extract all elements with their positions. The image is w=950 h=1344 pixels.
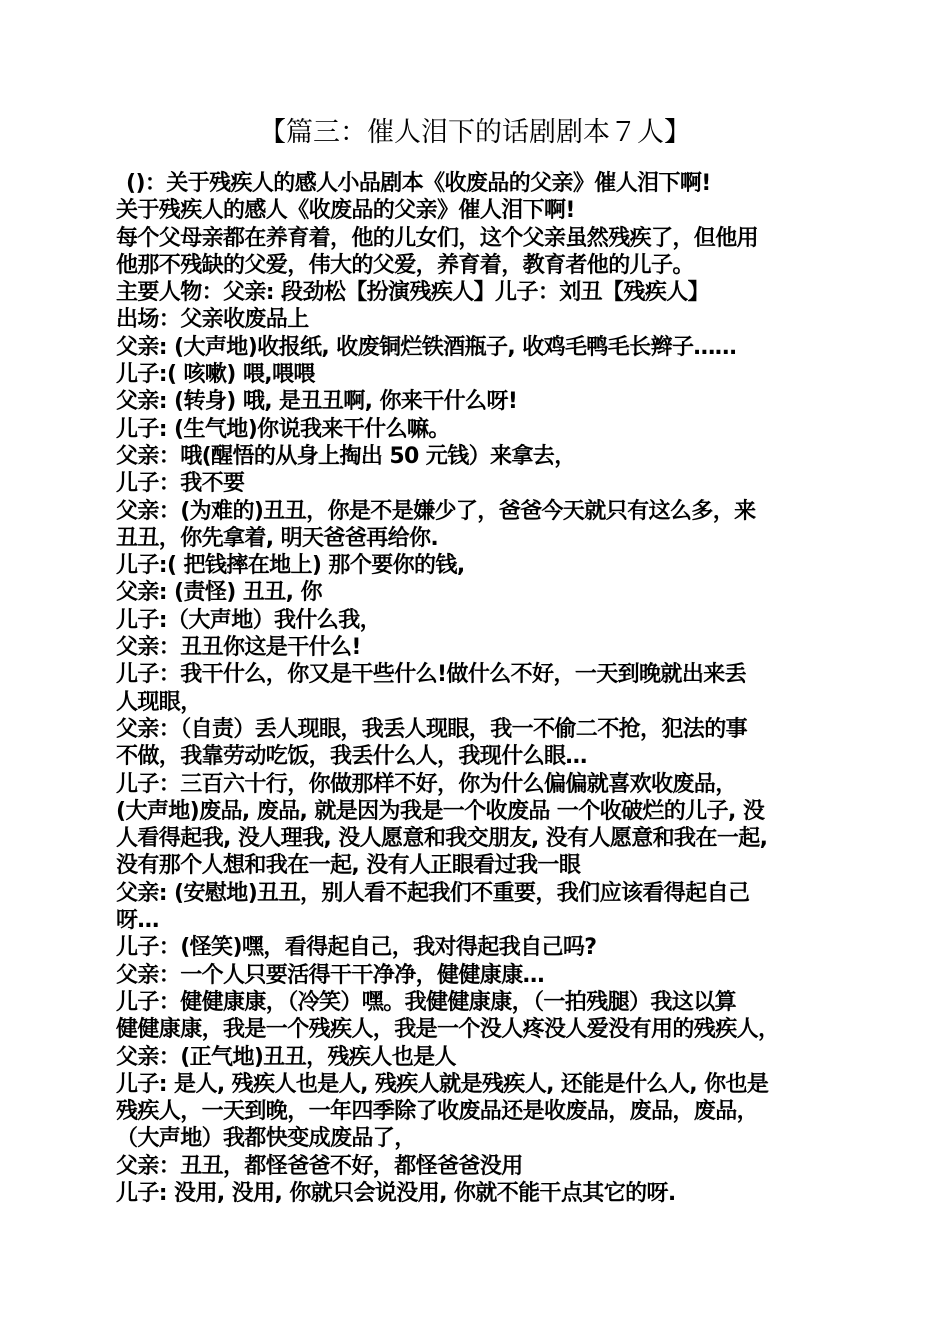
script-line: 父亲：(为难的)丑丑，你是不是嫌少了，爸爸今天就只有这么多，来: [116, 498, 756, 524]
script-line: 父亲: (安慰地)丑丑，别人看不起我们不重要，我们应该看得起自己: [116, 880, 750, 906]
script-line: 人现眼，: [116, 689, 202, 715]
script-line: 父亲：一个人只要活得干干净净，健健康康…: [116, 962, 545, 988]
script-line: 关于残疾人的感人《收废品的父亲》催人泪下啊!: [116, 198, 575, 224]
script-line: 呀…: [116, 908, 159, 934]
script-line: 父亲：（自责）丢人现眼，我丢人现眼，我一不偷二不抢，犯法的事: [116, 716, 748, 742]
script-line: 儿子:( 把钱摔在地上) 那个要你的钱,: [116, 553, 465, 579]
page-title: 【篇三：催人泪下的话剧剧本７人】: [259, 117, 691, 148]
script-line: 父亲：丑丑你这是干什么!: [116, 635, 361, 661]
script-line: 丑丑，你先拿着, 明天爸爸再给你.: [116, 525, 439, 551]
script-line: 没有那个人想和我在一起, 没有人正眼看过我一眼: [116, 853, 581, 879]
script-line: ()：关于残疾人的感人小品剧本《收废品的父亲》催人泪下啊!: [126, 171, 711, 196]
script-line: 出场：父亲收废品上: [116, 307, 309, 333]
script-line: 儿子:( 咳嗽) 喂,喂喂: [116, 362, 315, 388]
script-line: 人看得起我, 没人理我, 没人愿意和我交朋友, 没有人愿意和我在一起,: [116, 826, 768, 852]
script-line: 儿子：三百六十行，你做那样不好，你为什么偏偏就喜欢收废品，: [116, 771, 737, 797]
script-line: 残疾人，一天到晚，一年四季除了收废品还是收废品，废品，废品，: [116, 1099, 759, 1125]
script-line: （大声地）我都快变成废品了，: [116, 1126, 416, 1152]
script-line: 父亲: (大声地)收报纸, 收废铜烂铁酒瓶子, 收鸡毛鸭毛长辫子……: [116, 334, 737, 360]
script-line: 父亲: (责怪) 丑丑, 你: [116, 580, 322, 606]
script-line: 健健康康，我是一个残疾人，我是一个没人疼没人爱没有用的残疾人，: [116, 1017, 780, 1043]
script-body: [116, 170, 840, 1207]
script-line: 儿子：(怪笑)嘿，看得起自己，我对得起我自己吗?: [116, 935, 597, 961]
script-line: 儿子: 没用, 没用, 你就只会说没用, 你就不能干点其它的呀.: [116, 1180, 676, 1206]
script-line: 主要人物：父亲: 段劲松【扮演残疾人】儿子：刘丑【残疾人】: [116, 280, 710, 306]
script-line: 儿子：我干什么，你又是干些什么!做什么不好，一天到晚就出来丢: [116, 662, 747, 688]
script-line: 每个父母亲都在养育着，他的儿女们，这个父亲虽然残疾了，但他用: [116, 225, 759, 251]
script-line: 儿子: 是人, 残疾人也是人, 残疾人就是残疾人, 还能是什么人, 你也是: [116, 1071, 769, 1097]
script-line: 儿子: (生气地)你说我来干什么嘛。: [116, 416, 450, 442]
script-line: 儿子：健健康康，（冷笑）嘿。我健健康康，（一拍残腿）我这以算: [116, 989, 737, 1015]
script-line: 父亲: (转身) 哦, 是丑丑啊, 你来干什么呀!: [116, 389, 518, 415]
script-line: 父亲：丑丑，都怪爸爸不好，都怪爸爸没用: [116, 1153, 523, 1179]
script-line: 儿子:（大声地）我什么我，: [116, 607, 381, 633]
script-line: (大声地)废品, 废品, 就是因为我是一个收废品 一个收破烂的儿子, 没: [116, 798, 765, 824]
script-line: 不做，我靠劳动吃饭，我丢什么人，我现什么眼…: [116, 744, 587, 770]
script-line: 父亲：哦(醒悟的从身上掏出 50 元钱）来拿去，: [116, 443, 576, 469]
script-line: 他那不残缺的父爱，伟大的父爱，养育着，教育者他的儿子。: [116, 252, 694, 278]
script-line: 儿子：我不要: [116, 471, 245, 497]
script-line: 父亲：(正气地)丑丑，残疾人也是人: [116, 1044, 456, 1070]
